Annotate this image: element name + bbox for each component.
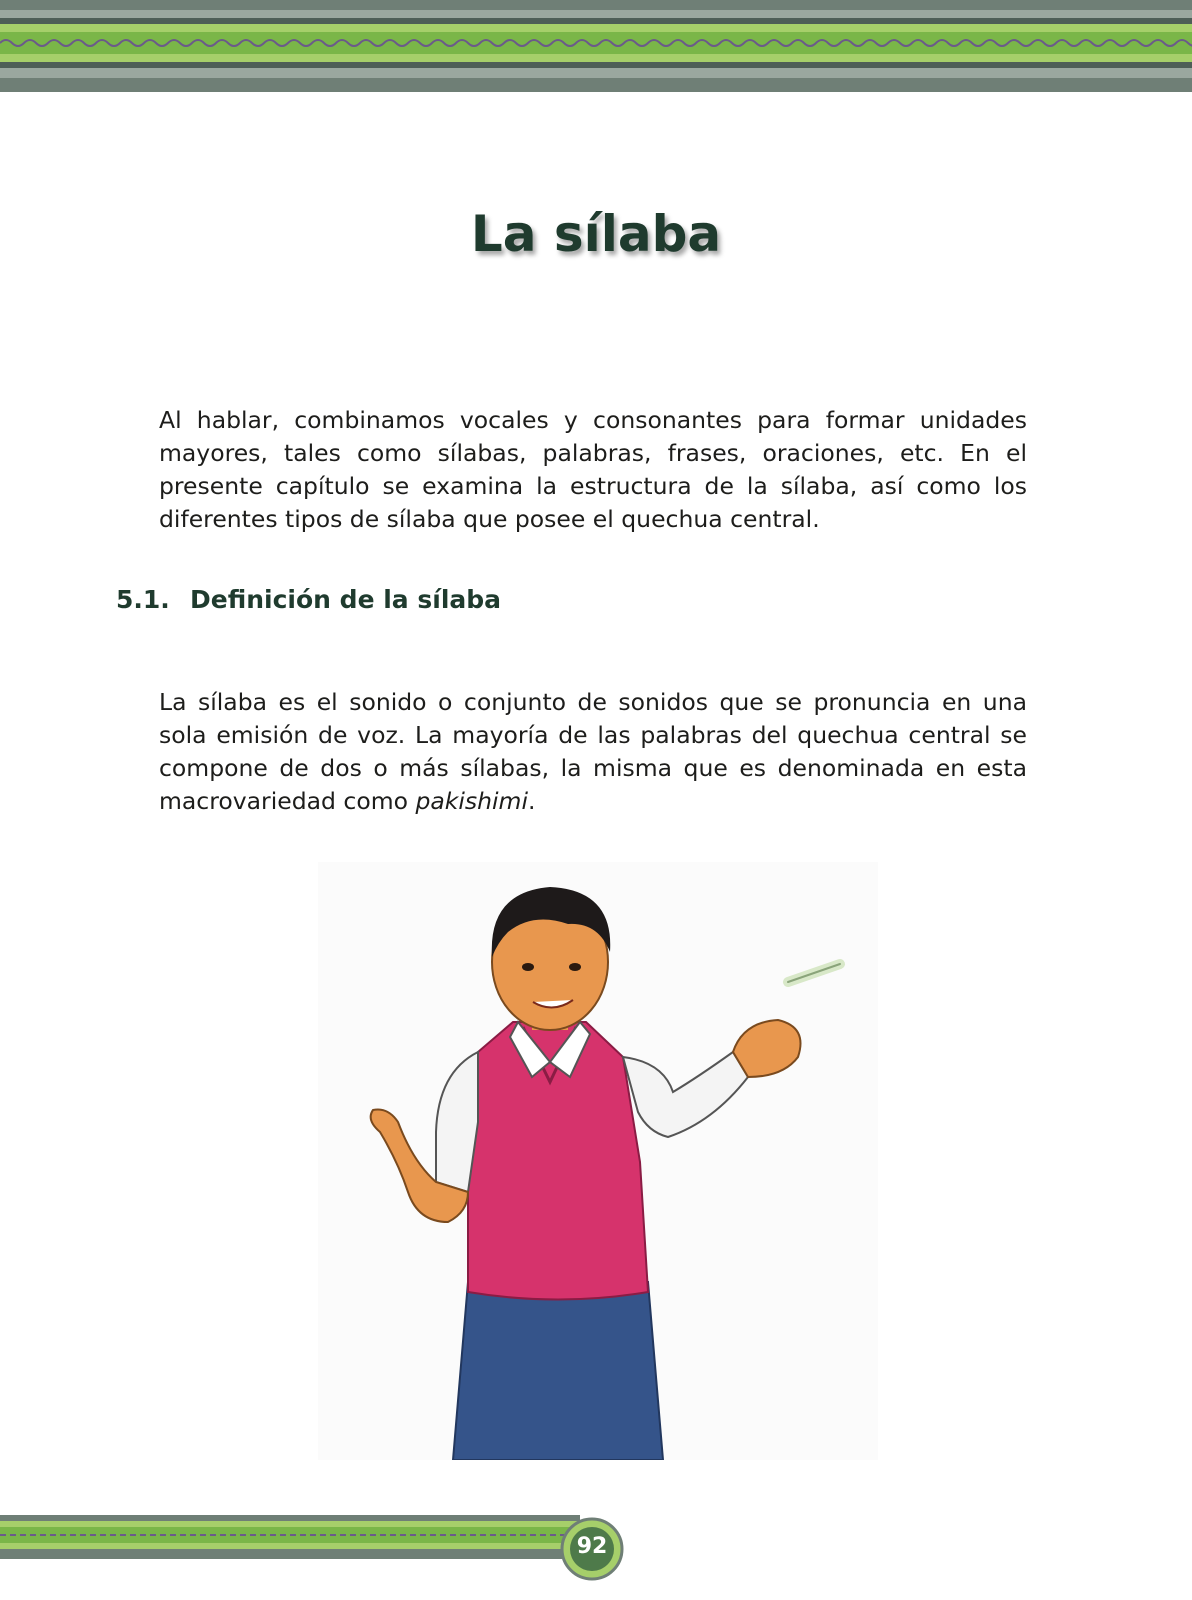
- definition-end: .: [527, 786, 536, 815]
- boy-holding-chalk-illustration: [318, 862, 878, 1460]
- definition-paragraph: [159, 686, 1027, 818]
- page-number: 92: [576, 1534, 608, 1559]
- section-heading: [116, 585, 501, 614]
- bottom-decorative-band: [0, 1515, 580, 1559]
- definition-text: La sílaba es el sonido o conjunto de sonidos que se pronuncia en una sola emisión de voz. La mayoría de las palabras del quechua central se compone de dos o más sílabas, la misma que es denominada en esta macrovariedad como: [159, 687, 1027, 815]
- intro-paragraph: Al hablar, combinamos vocales y consonantes para formar unidades mayores, tales como sílabas, palabras, frases, oraciones, etc. En el presente capítulo se examina la estructura de la sílaba, así como los diferentes tipos de sílaba que posee el quechua central.: [159, 405, 1027, 533]
- definition-term: pakishimi: [415, 786, 528, 815]
- section-title: Definición de la sílaba: [190, 585, 502, 614]
- page-title: La sílaba: [470, 205, 722, 263]
- top-decorative-band: [0, 0, 1192, 96]
- section-number: 5.1.: [116, 585, 170, 614]
